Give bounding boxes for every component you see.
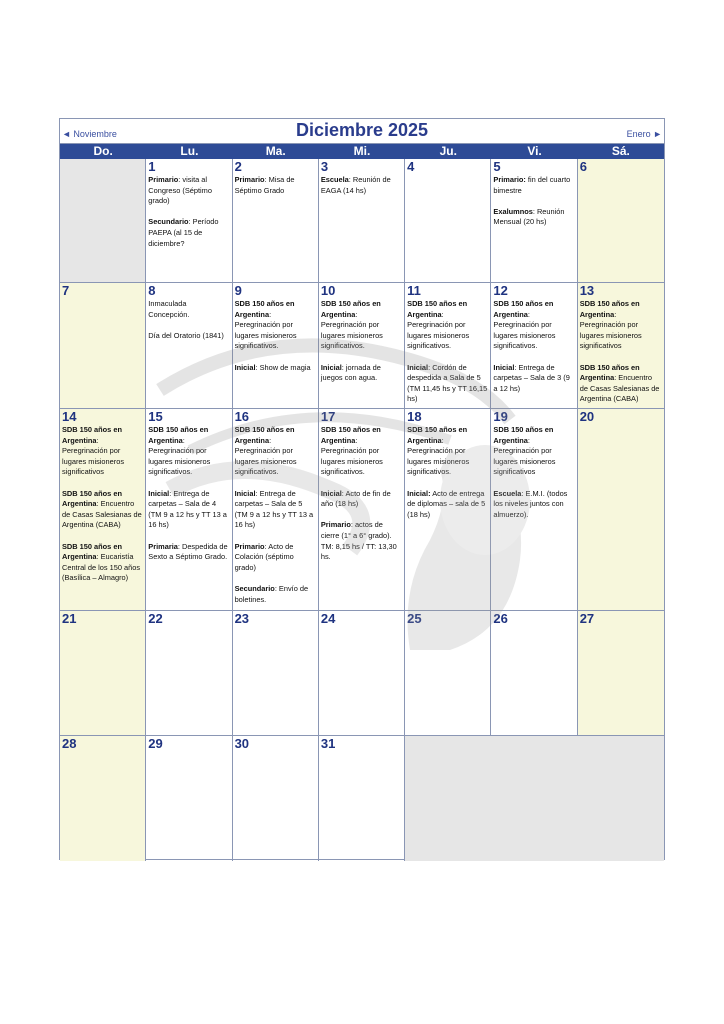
day-cell-4[interactable]: [405, 159, 491, 283]
day-number: 2: [234, 159, 242, 174]
day-number: 23: [234, 611, 250, 626]
event-entry: [235, 584, 316, 605]
day-cell-1[interactable]: [146, 159, 232, 283]
day-cell-11[interactable]: [405, 283, 491, 409]
event-text: : Período PAEPA (al 15 de diciembre?: [148, 217, 219, 248]
day-number: 13: [579, 283, 595, 298]
event-text: : jornada de juegos con agua.: [320, 362, 381, 383]
day-cell-14[interactable]: [60, 409, 146, 611]
event-text: : Peregrinación por lugares misioneros significativos.: [407, 309, 470, 351]
event-text: : E.M.I. (todos los niveles juntos con almuerzo).: [493, 488, 568, 519]
event-list: [148, 299, 229, 352]
event-text: Inmaculada Concepción.: [148, 299, 190, 319]
event-entry: [407, 299, 488, 352]
event-label: Inicial: [407, 362, 429, 372]
event-entry: [148, 542, 229, 563]
day-number: 26: [493, 611, 508, 626]
day-cell-25[interactable]: [405, 611, 491, 736]
event-label: SDB 150 años en Argentina: [62, 488, 122, 509]
day-cell-18[interactable]: [405, 409, 491, 611]
event-label: SDB 150 años en Argentina: [234, 425, 295, 445]
day-cell-29[interactable]: [146, 736, 232, 861]
event-label: Inicial: [234, 362, 256, 372]
weekday-tuesday: Ma.: [265, 144, 286, 158]
event-text: : actos de cierre (1° a 6° grado). TM: 8,15 hs / TT: 13,30 hs.: [320, 520, 397, 562]
day-number: 14: [62, 409, 77, 424]
weekday-header-row: [60, 144, 664, 159]
day-number: 16: [234, 409, 250, 424]
event-label: Inicial:: [407, 488, 431, 498]
day-cell-23[interactable]: [233, 611, 319, 736]
event-label: Primario: [320, 520, 351, 530]
event-entry: [493, 299, 574, 352]
event-list: [62, 425, 143, 595]
event-label: Primaria: [148, 541, 178, 551]
day-number: 5: [493, 159, 501, 174]
event-text: Acto de entrega de diplomas – sala de 5 (18 hs): [407, 488, 486, 519]
day-number: 6: [579, 159, 587, 174]
event-entry: [321, 363, 402, 384]
event-text: : Misa de Séptimo Grado: [234, 175, 295, 195]
event-text: : Reunión de EAGA (14 hs): [320, 175, 391, 195]
event-entry: [321, 520, 402, 562]
event-text: fin del cuarto bimestre: [493, 175, 571, 195]
event-entry: [148, 425, 229, 478]
day-cell-3[interactable]: [319, 159, 405, 283]
calendar-header: [60, 119, 664, 144]
prev-month-link[interactable]: ◄ Noviembre: [62, 129, 117, 139]
event-list: [321, 425, 402, 573]
event-label: SDB 150 años en Argentina: [62, 425, 122, 445]
day-cell-21[interactable]: [60, 611, 146, 736]
day-cell-22[interactable]: [146, 611, 232, 736]
event-text: : Peregrinación por lugares misioneros significativos.: [493, 309, 556, 351]
event-list: [321, 299, 402, 394]
day-number: 27: [579, 611, 595, 626]
event-list: [407, 299, 488, 409]
event-list: [321, 175, 402, 207]
event-label: Inicial: [148, 488, 170, 498]
event-entry: [148, 175, 229, 207]
event-entry: [493, 363, 574, 395]
day-cell-13[interactable]: [578, 283, 664, 409]
event-text: : Entrega de carpetas – Sala de 3 (9 a 12 hs): [493, 362, 570, 393]
event-text: : Peregrinación por lugares misioneros significativos: [579, 309, 642, 351]
event-label: Inicial: [234, 488, 256, 498]
day-number: 30: [234, 736, 250, 751]
event-entry: [148, 217, 229, 249]
day-cell-8[interactable]: [146, 283, 232, 409]
event-text: : Acto de fin de año (18 hs): [320, 488, 391, 509]
day-cell-31[interactable]: [319, 736, 405, 861]
event-text: : Peregrinación por lugares misioneros significativos: [493, 435, 556, 477]
event-text: : Cordón de despedida a Sala de 5 (TM 11,45 hs y TT 16,15 hs): [407, 362, 488, 404]
event-text: : Entrega de carpetas – Sala de 5 (TM 9 a 12 hs y TT 13 a 16 hs): [234, 488, 314, 530]
day-number: 22: [148, 611, 163, 626]
event-label: SDB 150 años en Argentina: [407, 425, 468, 445]
event-entry: [493, 489, 574, 521]
empty-day-cell: [405, 736, 664, 861]
event-text: : visita al Congreso (Séptimo grado): [148, 175, 212, 206]
event-list: [493, 175, 574, 239]
day-cell-28[interactable]: [60, 736, 146, 861]
event-list: [235, 175, 316, 207]
event-entry: [62, 489, 143, 531]
day-cell-20[interactable]: [578, 409, 664, 611]
event-label: SDB 150 años en Argentina: [148, 425, 209, 445]
event-label: SDB 150 años en Argentina: [493, 299, 554, 319]
event-list: [493, 299, 574, 405]
weekday-wednesday: Mi.: [353, 144, 371, 158]
event-entry: [148, 489, 229, 531]
event-label: Primario:: [493, 175, 526, 184]
event-entry: [407, 489, 488, 521]
weekday-monday: Lu.: [180, 144, 199, 158]
event-entry: [321, 175, 402, 196]
day-number: 19: [493, 409, 508, 424]
weekday-friday: Vi.: [527, 144, 542, 158]
day-number: 9: [234, 283, 242, 298]
event-label: SDB 150 años en Argentina: [320, 299, 381, 319]
day-number: 15: [148, 409, 163, 424]
event-text: : Entrega de carpetas – Sala de 4 (TM 9 a 12 hs y TT 13 a 16 hs): [148, 488, 227, 530]
day-number: 7: [62, 283, 70, 298]
event-list: [493, 425, 574, 531]
event-label: SDB 150 años en Argentina: [579, 299, 640, 319]
event-text: : Peregrinación por lugares misioneros significativos.: [320, 435, 383, 477]
event-entry: [321, 299, 402, 352]
event-text: : Acto de Colación (séptimo grado): [234, 541, 294, 572]
event-label: SDB 150 años en Argentina: [407, 299, 468, 319]
day-cell-19[interactable]: [491, 409, 577, 611]
event-label: SDB 150 años en Argentina: [234, 299, 295, 319]
event-list: [235, 299, 316, 384]
event-entry: [235, 363, 316, 374]
event-list: [148, 425, 229, 573]
event-text: : Reunión Mensual (20 hs): [493, 206, 565, 227]
event-entry: [321, 489, 402, 510]
event-text: : Peregrinación por lugares misioneros significativos.: [148, 435, 211, 477]
month-title: Diciembre 2025: [295, 120, 429, 140]
day-number: 21: [62, 611, 77, 626]
weekday-saturday: Sá.: [611, 144, 630, 158]
day-cell-9[interactable]: [233, 283, 319, 409]
event-text: : Peregrinación por lugares misioneros significativos.: [320, 309, 383, 351]
event-label: Secundario: [148, 217, 189, 227]
day-cell-17[interactable]: [319, 409, 405, 611]
day-number: 29: [148, 736, 163, 751]
event-entry: [493, 175, 574, 196]
event-text: : Peregrinación por lugares misioneros significativos.: [234, 435, 297, 477]
day-number: 4: [407, 159, 415, 174]
event-label: SDB 150 años en Argentina: [579, 362, 640, 383]
event-text: : Show de magia: [255, 362, 311, 372]
empty-day-cell: [60, 159, 146, 283]
event-label: SDB 150 años en Argentina: [62, 541, 122, 562]
event-text: : Encuentro de Casas Salesianas de Argentina (CABA): [579, 373, 660, 404]
event-entry: [235, 299, 316, 352]
weekday-sunday: Do.: [93, 144, 113, 158]
day-number: 8: [148, 283, 156, 298]
event-label: Primario: [234, 541, 265, 551]
event-text: : Eucaristía Central de los 150 años (Basílica – Almagro): [62, 552, 141, 583]
event-label: Escuela: [320, 175, 349, 184]
day-number: 28: [62, 736, 77, 751]
day-cell-15[interactable]: [146, 409, 232, 611]
event-entry: [235, 425, 316, 478]
day-cell-30[interactable]: [233, 736, 319, 861]
event-entry: [235, 175, 316, 196]
event-label: Secundario: [234, 583, 275, 593]
event-entry: [493, 425, 574, 478]
day-cell-7[interactable]: [60, 283, 146, 409]
event-list: [148, 175, 229, 260]
day-cell-5[interactable]: [491, 159, 577, 283]
calendar: [59, 118, 665, 860]
day-cell-24[interactable]: [319, 611, 405, 736]
event-text: : Peregrinación por lugares misioneros significativos.: [407, 435, 470, 477]
event-list: [235, 425, 316, 611]
day-cell-26[interactable]: [491, 611, 577, 736]
event-label: SDB 150 años en Argentina: [320, 425, 381, 445]
event-label: Primario: [148, 175, 179, 184]
day-number: 17: [320, 409, 336, 424]
event-entry: [407, 363, 488, 405]
event-entry: [493, 207, 574, 228]
event-text: Día del Oratorio (1841): [148, 330, 224, 340]
day-cell-2[interactable]: [233, 159, 319, 283]
event-entry: [148, 299, 229, 320]
day-cell-6[interactable]: [578, 159, 664, 283]
event-text: : Despedida de Sexto a Séptimo Grado.: [148, 541, 228, 562]
event-label: Inicial: [320, 488, 342, 498]
day-number: 11: [407, 283, 421, 298]
event-text: : Peregrinación por lugares misioneros significativos: [62, 435, 125, 477]
event-label: Escuela: [493, 488, 522, 498]
next-month-link[interactable]: Enero ►: [626, 129, 662, 139]
day-cell-27[interactable]: [578, 611, 664, 736]
event-label: Primario: [234, 175, 265, 184]
event-label: SDB 150 años en Argentina: [493, 425, 554, 445]
event-label: Inicial: [320, 362, 342, 372]
event-list: [407, 425, 488, 531]
event-entry: [148, 331, 229, 342]
day-number: 10: [320, 283, 336, 298]
event-entry: [407, 425, 488, 478]
event-entry: [235, 489, 316, 531]
event-entry: [62, 542, 143, 584]
day-cell-16[interactable]: [233, 409, 319, 611]
event-entry: [62, 425, 143, 478]
day-number: 1: [148, 159, 156, 174]
event-label: Inicial: [493, 362, 515, 372]
event-text: : Peregrinación por lugares misioneros significativos.: [234, 309, 297, 351]
day-number: 24: [320, 611, 336, 626]
weekday-thursday: Ju.: [439, 144, 457, 158]
day-number: 3: [320, 159, 329, 174]
event-list: [580, 299, 662, 409]
event-entry: [580, 299, 662, 352]
event-text: : Encuentro de Casas Salesianas de Argentina (CABA): [62, 499, 142, 530]
event-text: : Envío de boletines.: [234, 583, 309, 604]
event-label: Exalumnos: [493, 206, 533, 216]
day-number: 25: [407, 611, 422, 626]
event-entry: [321, 425, 402, 478]
event-entry: [580, 363, 662, 405]
day-number: 12: [493, 283, 508, 298]
day-cell-12[interactable]: [491, 283, 577, 409]
day-cell-10[interactable]: [319, 283, 405, 409]
day-number: 20: [579, 409, 595, 424]
day-number: 31: [320, 736, 336, 751]
event-entry: [235, 542, 316, 574]
day-number: 18: [407, 409, 422, 424]
